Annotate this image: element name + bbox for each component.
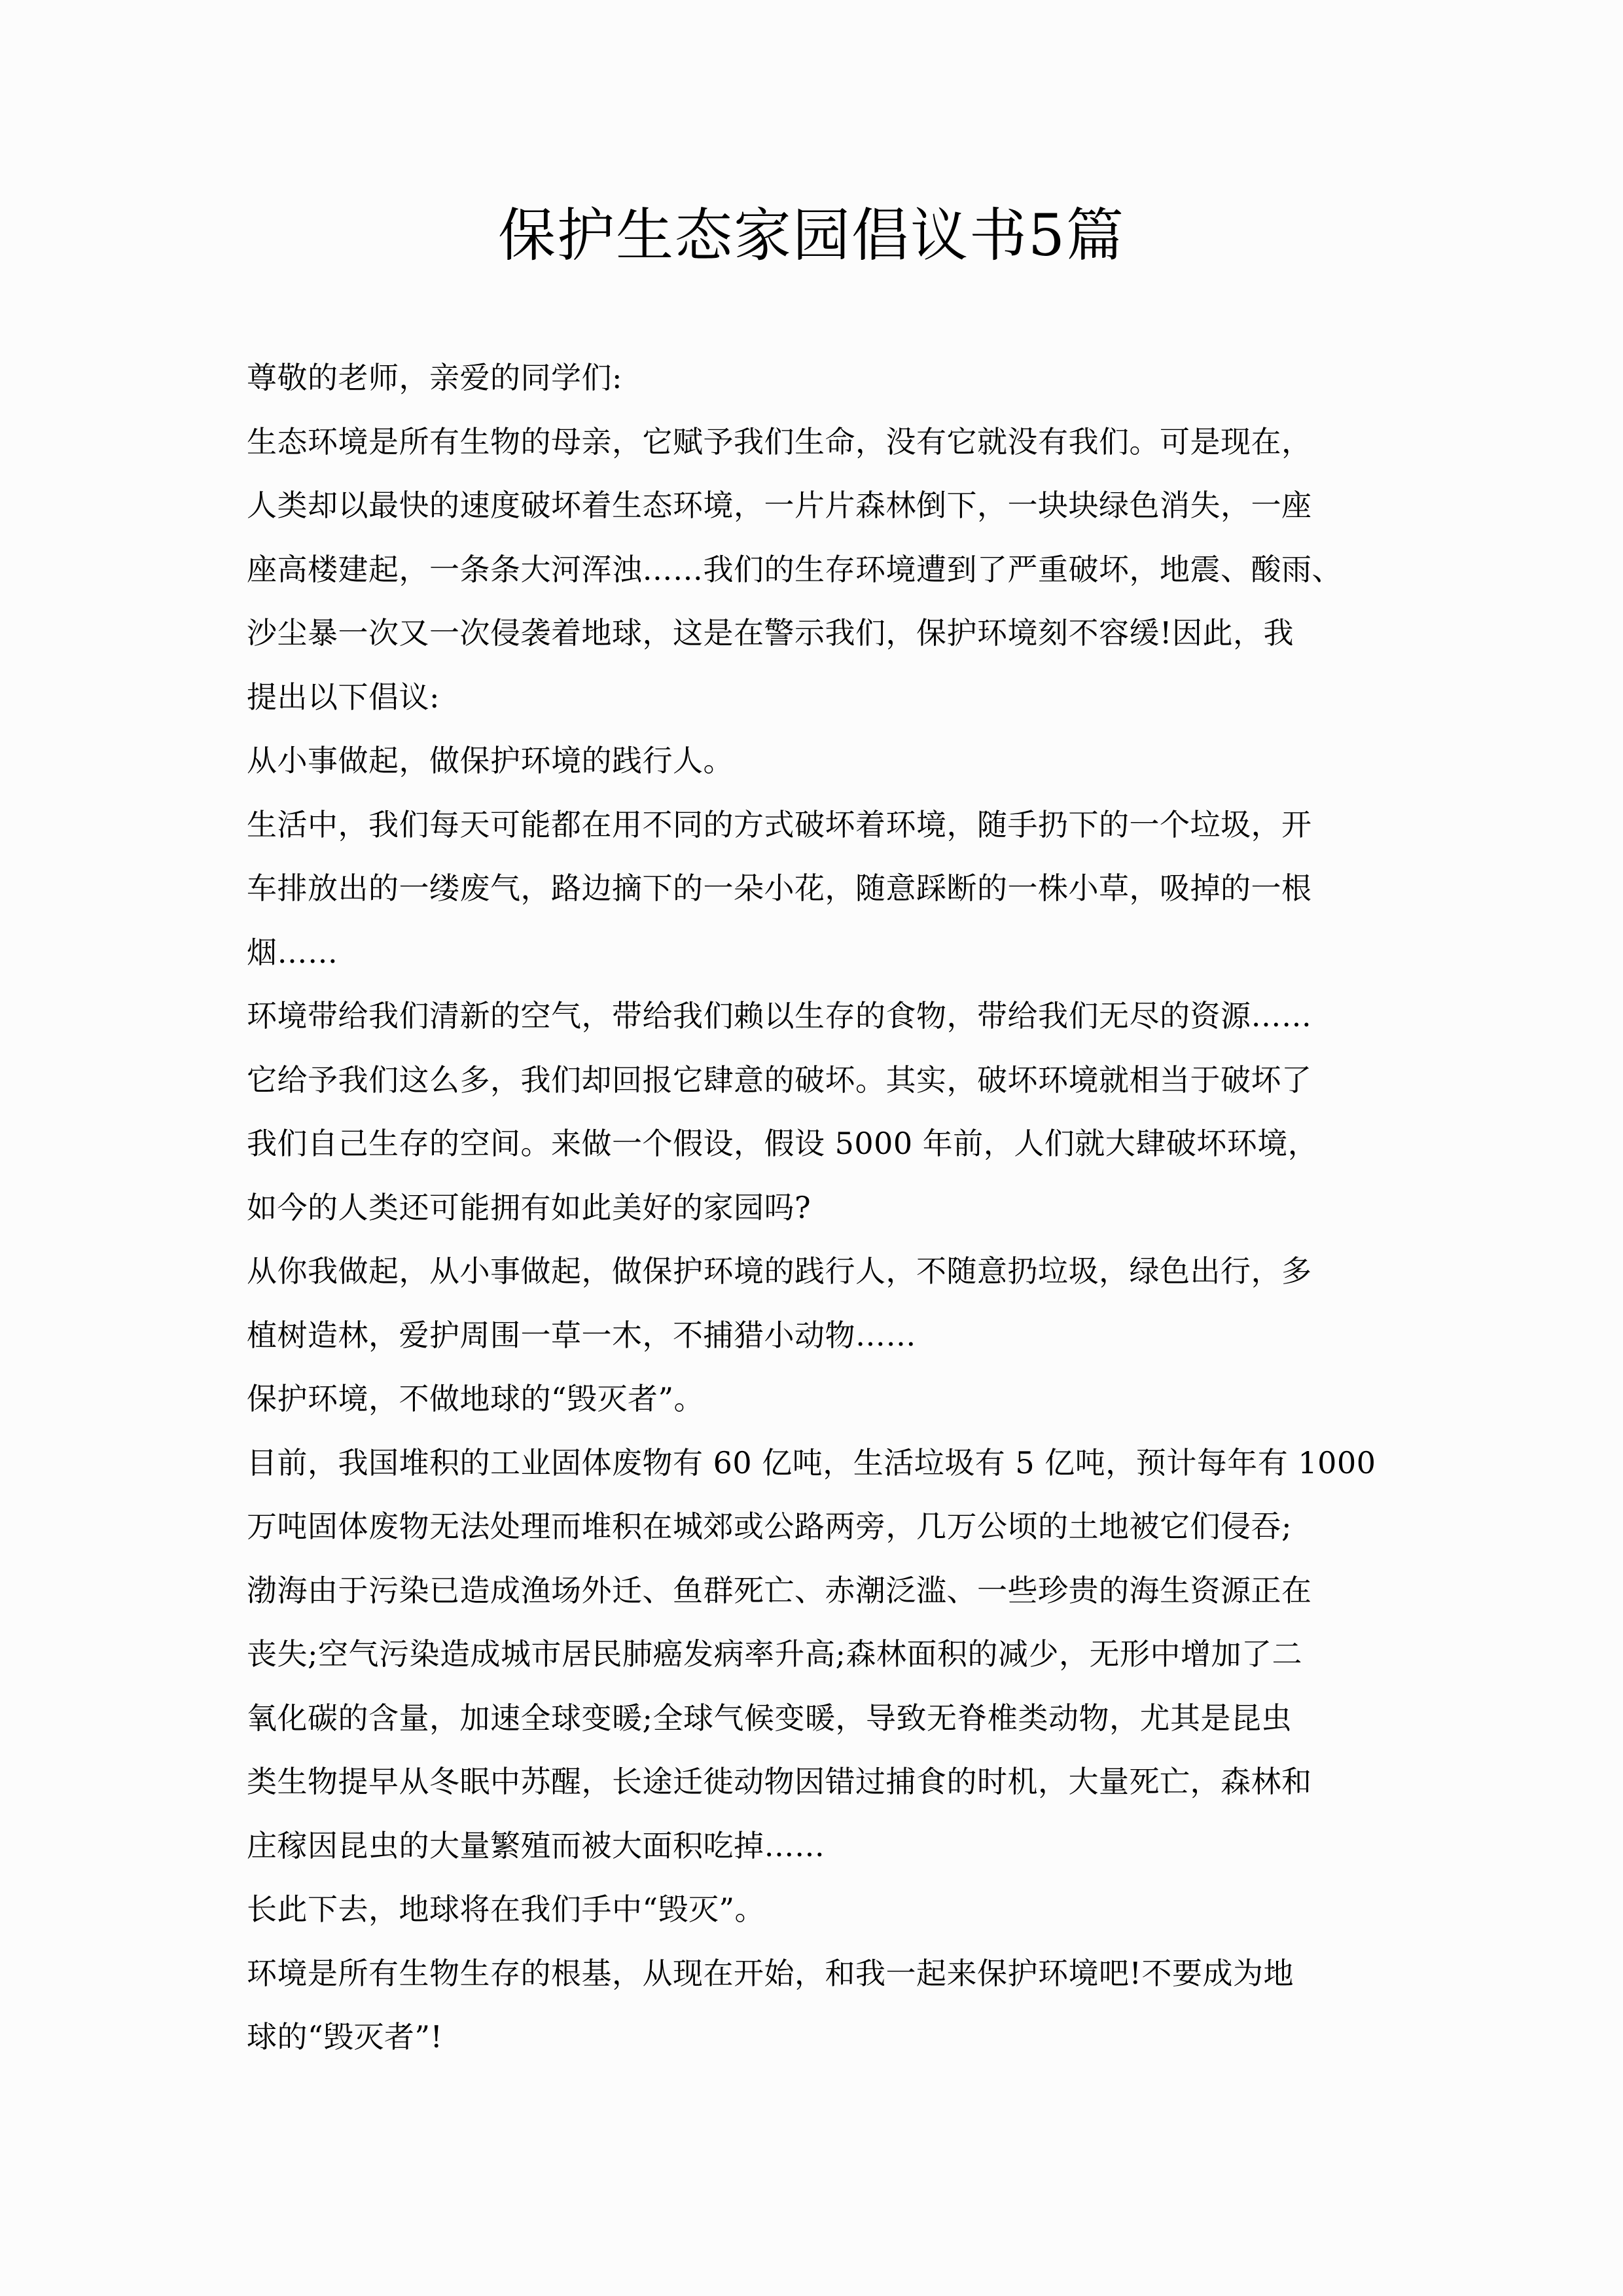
document-body: [247, 353, 1382, 2077]
body-line: 我们自己生存的空间。来做一个假设，假设 5000 年前，人们就大肆破坏环境，: [247, 1126, 1319, 1161]
body-line: 生态环境是所有生物的母亲，它赋予我们生命，没有它就没有我们。可是现在，: [247, 423, 1312, 459]
body-line: 人类却以最快的速度破坏着生态环境，一片片森林倒下，一块块绿色消失，一座: [247, 488, 1312, 523]
body-line: 万吨固体废物无法处理而堆积在城郊或公路两旁，几万公顷的土地被它们侵吞;: [247, 1509, 1292, 1544]
section-heading: 从小事做起，做保护环境的践行人。: [247, 743, 734, 778]
body-line: 沙尘暴一次又一次侵袭着地球，这是在警示我们，保护环境刻不容缓!因此，我: [247, 615, 1294, 651]
section-heading: 保护环境，不做地球的“毁灭者”。: [247, 1381, 705, 1416]
body-line-salutation: 尊敬的老师，亲爱的同学们:: [247, 360, 622, 395]
body-line: 提出以下倡议:: [247, 679, 440, 715]
body-line: 目前，我国堆积的工业固体废物有 60 亿吨，生活垃圾有 5 亿吨，预计每年有 1000: [247, 1444, 1376, 1480]
document-title: 保护生态家园倡议书5篇: [498, 202, 1125, 269]
body-line: 车排放出的一缕废气，路边摘下的一朵小花，随意踩断的一株小草，吸掉的一根: [247, 870, 1312, 906]
body-line: 丧失;空气污染造成城市居民肺癌发病率升高;森林面积的减少，无形中增加了二: [247, 1636, 1302, 1672]
body-line: 环境带给我们清新的空气，带给我们赖以生存的食物，带给我们无尽的资源……: [247, 998, 1312, 1033]
body-line: 它给予我们这么多，我们却回报它肆意的破坏。其实，破坏环境就相当于破坏了: [247, 1062, 1312, 1098]
body-line: 植树造林，爱护周围一草一木，不捕猎小动物……: [247, 1317, 916, 1353]
body-line: 从你我做起，从小事做起，做保护环境的践行人，不随意扔垃圾，绿色出行，多: [247, 1253, 1312, 1289]
body-line: 座高楼建起，一条条大河浑浊……我们的生存环境遭到了严重破坏，地震、酸雨、: [247, 551, 1342, 587]
body-line: 庄稼因昆虫的大量繁殖而被大面积吃掉……: [247, 1827, 825, 1863]
body-line: 环境是所有生物生存的根基，从现在开始，和我一起来保护环境吧!不要成为地: [247, 1955, 1294, 1991]
body-line: 如今的人类还可能拥有如此美好的家园吗?: [247, 1189, 812, 1225]
body-line: 长此下去，地球将在我们手中“毁灭”。: [247, 1892, 766, 1927]
body-line: 球的“毁灭者”!: [247, 2019, 443, 2054]
body-line: 渤海由于污染已造成渔场外迁、鱼群死亡、赤潮泛滥、一些珍贵的海生资源正在: [247, 1572, 1312, 1608]
body-line: 类生物提早从冬眠中苏醒，长途迁徙动物因错过捕食的时机，大量死亡，森林和: [247, 1764, 1312, 1799]
body-line: 氧化碳的含量，加速全球变暖;全球气候变暖，导致无脊椎类动物，尤其是昆虫: [247, 1700, 1292, 1736]
body-line: 烟……: [247, 934, 338, 970]
body-line: 生活中，我们每天可能都在用不同的方式破坏着环境，随手扔下的一个垃圾，开: [247, 806, 1312, 842]
